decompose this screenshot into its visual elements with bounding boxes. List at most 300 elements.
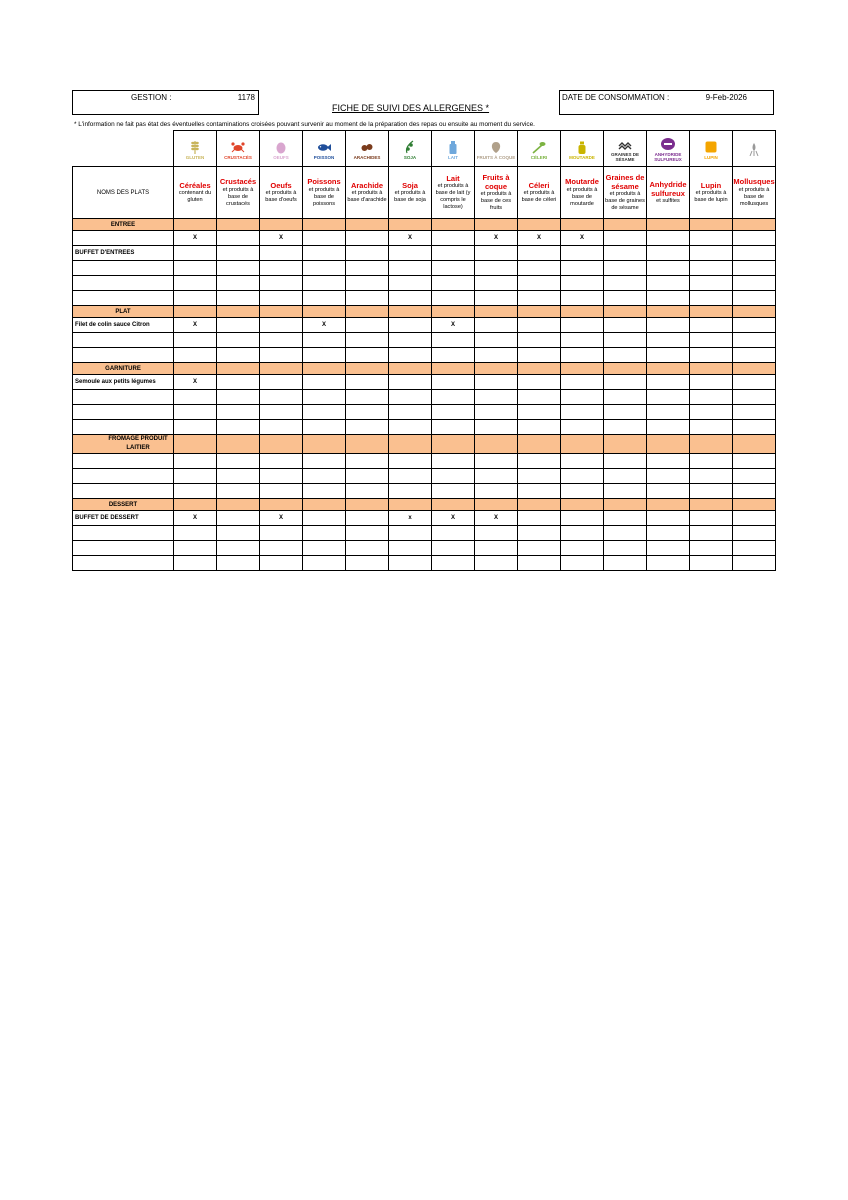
allergen-mark [217,454,260,469]
allergen-icon-label: LAIT [448,154,458,160]
allergen-mark [432,420,475,435]
allergen-desc: et produits à base de lupin [694,190,728,204]
section-cell [432,363,475,375]
allergen-mark [260,333,303,348]
allergen-mark [432,246,475,261]
allergen-mark: X [174,231,217,246]
allergen-mark [561,526,604,541]
allergen-table [72,130,776,571]
allergen-icon-label: ARACHIDES [353,154,381,160]
allergen-mark [217,420,260,435]
allergen-mark [174,261,217,276]
table-row [73,276,776,291]
gestion-value: 1178 [237,93,255,102]
section-cell [561,363,604,375]
allergen-mark [346,454,389,469]
allergen-mark [260,390,303,405]
table-row [73,246,776,261]
allergen-mark [518,390,561,405]
allergen-header-cell [303,167,346,219]
allergen-icon-label: SOJA [403,154,417,160]
table-row [73,420,776,435]
allergen-mark [518,556,561,571]
section-cell [174,435,217,454]
allergen-mark [518,469,561,484]
egg-icon [274,140,288,154]
allergen-mark [733,261,776,276]
mollusc-icon [747,142,761,156]
allergen-mark [432,484,475,499]
celery-icon [532,140,546,154]
allergen-mark [733,318,776,333]
allergen-header-cell [217,167,260,219]
mustard-icon [575,140,589,154]
section-cell [303,363,346,375]
allergen-name: Arachide [350,180,384,190]
allergen-mark [217,231,260,246]
allergen-desc: et produits à base d'oeufs [265,190,297,204]
allergen-mark [432,526,475,541]
section-cell [174,363,217,375]
gestion-label: GESTION : [131,93,172,102]
section-cell [561,219,604,231]
allergen-mark [475,348,518,363]
crab-icon [231,140,245,154]
allergen-mark [303,333,346,348]
section-cell [389,219,432,231]
allergen-mark [303,276,346,291]
allergen-mark [561,291,604,306]
allergen-mark [604,541,647,556]
allergen-mark [303,390,346,405]
table-row [73,291,776,306]
dish-name [73,276,174,291]
allergen-mark [647,541,690,556]
dish-name [73,469,174,484]
allergen-mark [647,454,690,469]
allergen-mark [690,469,733,484]
allergen-desc: et produits à base de mollusques [738,186,770,207]
allergen-mark [604,526,647,541]
section-cell [690,499,733,511]
allergen-mark [260,375,303,390]
section-cell [260,306,303,318]
section-cell [217,219,260,231]
table-row [73,526,776,541]
allergen-mark [389,484,432,499]
allergen-mark [733,484,776,499]
allergen-mark [432,556,475,571]
wheat-icon [188,140,202,154]
allergen-mark [604,231,647,246]
allergen-mark [389,246,432,261]
section-cell [690,219,733,231]
allergen-icon-label: OEUFS [273,154,289,160]
allergen-header-cell [346,167,389,219]
allergen-mark [217,405,260,420]
section-cell [518,499,561,511]
allergen-mark [475,375,518,390]
allergen-mark: X [432,318,475,333]
allergen-mark [260,291,303,306]
allergen-mark [389,375,432,390]
allergen-mark [604,261,647,276]
allergen-mark [518,375,561,390]
allergen-name: Céréales [179,180,211,190]
allergen-mark [518,541,561,556]
allergen-mark [475,469,518,484]
allergen-mark [690,261,733,276]
allergen-icon-label: FRUITS À COQUE [476,154,516,160]
allergen-icon-label: LUPIN [704,154,718,160]
allergen-mark [647,333,690,348]
allergen-mark: X [174,511,217,526]
dish-name [73,484,174,499]
allergen-mark [303,556,346,571]
allergen-mark [303,469,346,484]
dish-name [73,390,174,405]
allergen-mark [389,333,432,348]
allergen-mark [432,469,475,484]
allergen-mark [518,318,561,333]
allergen-name: Soja [402,180,418,190]
section-cell [475,219,518,231]
allergen-mark [346,469,389,484]
allergen-mark [217,526,260,541]
allergen-mark [346,291,389,306]
allergen-mark [389,469,432,484]
allergen-header-cell [432,167,475,219]
section-cell [346,363,389,375]
section-cell [389,499,432,511]
allergen-desc: et produits à base de lait (y compris le lactose) [435,183,471,211]
allergen-icon-cell [733,131,776,167]
allergen-mark [561,390,604,405]
allergen-icon-label: ANHYDRIDE SULFUREUX [654,152,682,162]
so2-icon [661,137,675,151]
allergen-icon-cell [346,131,389,167]
allergen-mark [733,246,776,261]
allergen-mark [604,469,647,484]
allergen-desc: et sulfites [656,198,680,205]
section-cell [690,306,733,318]
allergen-mark [475,541,518,556]
allergen-mark [303,511,346,526]
allergen-header-cell [260,167,303,219]
allergen-mark: X [475,511,518,526]
allergen-mark [647,261,690,276]
allergen-mark [389,556,432,571]
table-row [73,541,776,556]
allergen-mark [604,348,647,363]
allergen-mark [733,541,776,556]
allergen-mark [217,261,260,276]
table-row [73,390,776,405]
allergen-mark [346,231,389,246]
allergen-mark [174,454,217,469]
section-cell [217,435,260,454]
allergen-icon-label: GRAINES DE SÉSAME [610,152,639,162]
allergen-mark: x [389,511,432,526]
allergen-mark [690,276,733,291]
allergen-mark [604,291,647,306]
section-name: ENTREE [73,219,174,231]
section-cell [647,306,690,318]
allergen-mark [432,405,475,420]
allergen-mark [346,276,389,291]
section-cell [303,219,346,231]
allergen-mark [174,420,217,435]
allergen-mark [260,246,303,261]
section-row [73,499,776,511]
allergen-mark [604,375,647,390]
icon-row [73,131,776,167]
allergen-mark [518,484,561,499]
allergen-header-cell [561,167,604,219]
allergen-mark [561,484,604,499]
allergen-mark [690,318,733,333]
allergen-mark [690,556,733,571]
allergen-mark [475,484,518,499]
allergen-mark [561,246,604,261]
dish-name [73,333,174,348]
allergen-mark [346,526,389,541]
allergen-mark [690,348,733,363]
allergen-mark [174,469,217,484]
table-row [73,318,776,333]
allergen-mark: X [389,231,432,246]
allergen-mark [518,511,561,526]
section-cell [733,363,776,375]
allergen-mark [260,405,303,420]
allergen-mark [432,348,475,363]
dish-name [73,348,174,363]
dish-name [73,291,174,306]
dish-name [73,541,174,556]
allergen-mark [690,231,733,246]
allergen-mark [260,556,303,571]
allergen-mark [690,454,733,469]
dish-name [73,420,174,435]
dish-name: Semoule aux petits légumes [73,375,174,390]
allergen-desc: et produits à base de poissons [308,186,340,207]
section-cell [432,219,475,231]
allergen-mark [260,261,303,276]
allergen-mark [346,333,389,348]
table-row [73,261,776,276]
allergen-mark [346,511,389,526]
allergen-mark [561,469,604,484]
allergen-mark [346,246,389,261]
allergen-mark [217,556,260,571]
allergen-mark [475,526,518,541]
section-cell [561,435,604,454]
allergen-desc: et produits à base de crustacés [222,186,254,207]
allergen-mark [475,261,518,276]
allergen-mark [303,526,346,541]
section-row [73,306,776,318]
section-cell [217,363,260,375]
allergen-mark [690,511,733,526]
table-row [73,454,776,469]
allergen-desc: et produits à base de céleri [521,190,557,204]
allergen-mark [174,484,217,499]
allergen-mark [174,526,217,541]
allergen-mark [174,405,217,420]
allergen-mark [389,291,432,306]
section-name: PLAT [73,306,174,318]
allergen-mark [475,390,518,405]
allergen-name: Moutarde [565,177,599,187]
allergen-mark [561,420,604,435]
allergen-mark [733,375,776,390]
allergen-mark [647,318,690,333]
section-cell [604,499,647,511]
allergen-icon-cell [174,131,217,167]
allergen-mark [733,511,776,526]
section-row [73,435,776,454]
section-cell [346,306,389,318]
section-cell [475,435,518,454]
allergen-mark [561,375,604,390]
section-cell [389,435,432,454]
allergen-mark [260,348,303,363]
section-cell [475,499,518,511]
allergen-mark [647,556,690,571]
allergen-name: Graines de sésame [605,172,645,192]
allergen-mark [432,390,475,405]
allergen-mark [303,484,346,499]
allergen-mark [346,390,389,405]
allergen-mark [561,318,604,333]
section-name: FROMAGE PRODUIT LAITIER [73,435,174,454]
allergen-mark [303,246,346,261]
allergen-mark [647,511,690,526]
allergen-mark [217,511,260,526]
table-row [73,556,776,571]
allergen-mark [733,526,776,541]
allergen-mark [174,333,217,348]
allergen-mark [346,261,389,276]
section-cell [518,363,561,375]
dish-name: BUFFET DE DESSERT [73,511,174,526]
allergen-mark [561,276,604,291]
allergen-mark [432,276,475,291]
allergen-mark: X [518,231,561,246]
allergen-icon-cell [303,131,346,167]
allergen-desc: et produits à base d'arachide [347,190,387,204]
dish-name [73,261,174,276]
allergen-mark [647,484,690,499]
allergen-name: Crustacés [219,177,257,187]
section-cell [217,499,260,511]
section-cell [733,499,776,511]
allergen-mark [346,541,389,556]
allergen-mark [174,390,217,405]
allergen-mark [303,454,346,469]
allergen-mark [518,420,561,435]
allergen-mark [174,556,217,571]
dish-name: Filet de colin sauce Citron [73,318,174,333]
allergen-mark [604,556,647,571]
allergen-mark [260,526,303,541]
allergen-mark [260,484,303,499]
allergen-mark [217,318,260,333]
allergen-mark [647,526,690,541]
allergen-mark [733,469,776,484]
allergen-mark [217,484,260,499]
allergen-mark [733,405,776,420]
section-cell [389,363,432,375]
allergen-icon-cell [647,131,690,167]
allergen-mark: X [174,375,217,390]
allergen-mark [432,454,475,469]
section-cell [260,499,303,511]
allergen-mark [303,375,346,390]
disclaimer-note: * L'information ne fait pas état des éventuelles contaminations croisées pouvant survenir au moment de la préparation des repas ou ensuite au moment du service. [74,121,535,128]
table-row [73,375,776,390]
milk-icon [446,140,460,154]
table-row [73,348,776,363]
allergen-mark [561,511,604,526]
allergen-mark [174,291,217,306]
allergen-mark [432,231,475,246]
allergen-icon-label: CRUSTACÉS [224,154,252,160]
table-row [73,333,776,348]
section-cell [690,435,733,454]
allergen-mark [260,541,303,556]
allergen-mark [733,291,776,306]
allergen-name: Lait [446,173,460,183]
allergen-icon-cell [518,131,561,167]
section-cell [647,435,690,454]
allergen-mark [690,333,733,348]
section-row [73,363,776,375]
allergen-mark [647,276,690,291]
allergen-mark [432,261,475,276]
allergen-mark [604,420,647,435]
allergen-mark [561,261,604,276]
allergen-mark [174,246,217,261]
dish-name [73,405,174,420]
allergen-mark [217,291,260,306]
allergen-mark [690,526,733,541]
allergen-mark [647,291,690,306]
allergen-mark [217,390,260,405]
section-cell [260,435,303,454]
allergen-mark [174,541,217,556]
allergen-mark [217,348,260,363]
section-cell [303,435,346,454]
allergen-mark [432,541,475,556]
allergen-name: Oeufs [270,180,292,190]
gestion-box [72,90,259,115]
allergen-mark [604,484,647,499]
allergen-mark [217,541,260,556]
allergen-mark [389,261,432,276]
section-cell [432,306,475,318]
lupin-icon [704,140,718,154]
allergen-mark [475,276,518,291]
allergen-mark [733,454,776,469]
allergen-mark: X [475,231,518,246]
allergen-mark [647,390,690,405]
table-row [73,469,776,484]
allergen-mark [475,333,518,348]
allergen-mark [260,318,303,333]
allergen-header-cell [690,167,733,219]
allergen-header-cell [518,167,561,219]
